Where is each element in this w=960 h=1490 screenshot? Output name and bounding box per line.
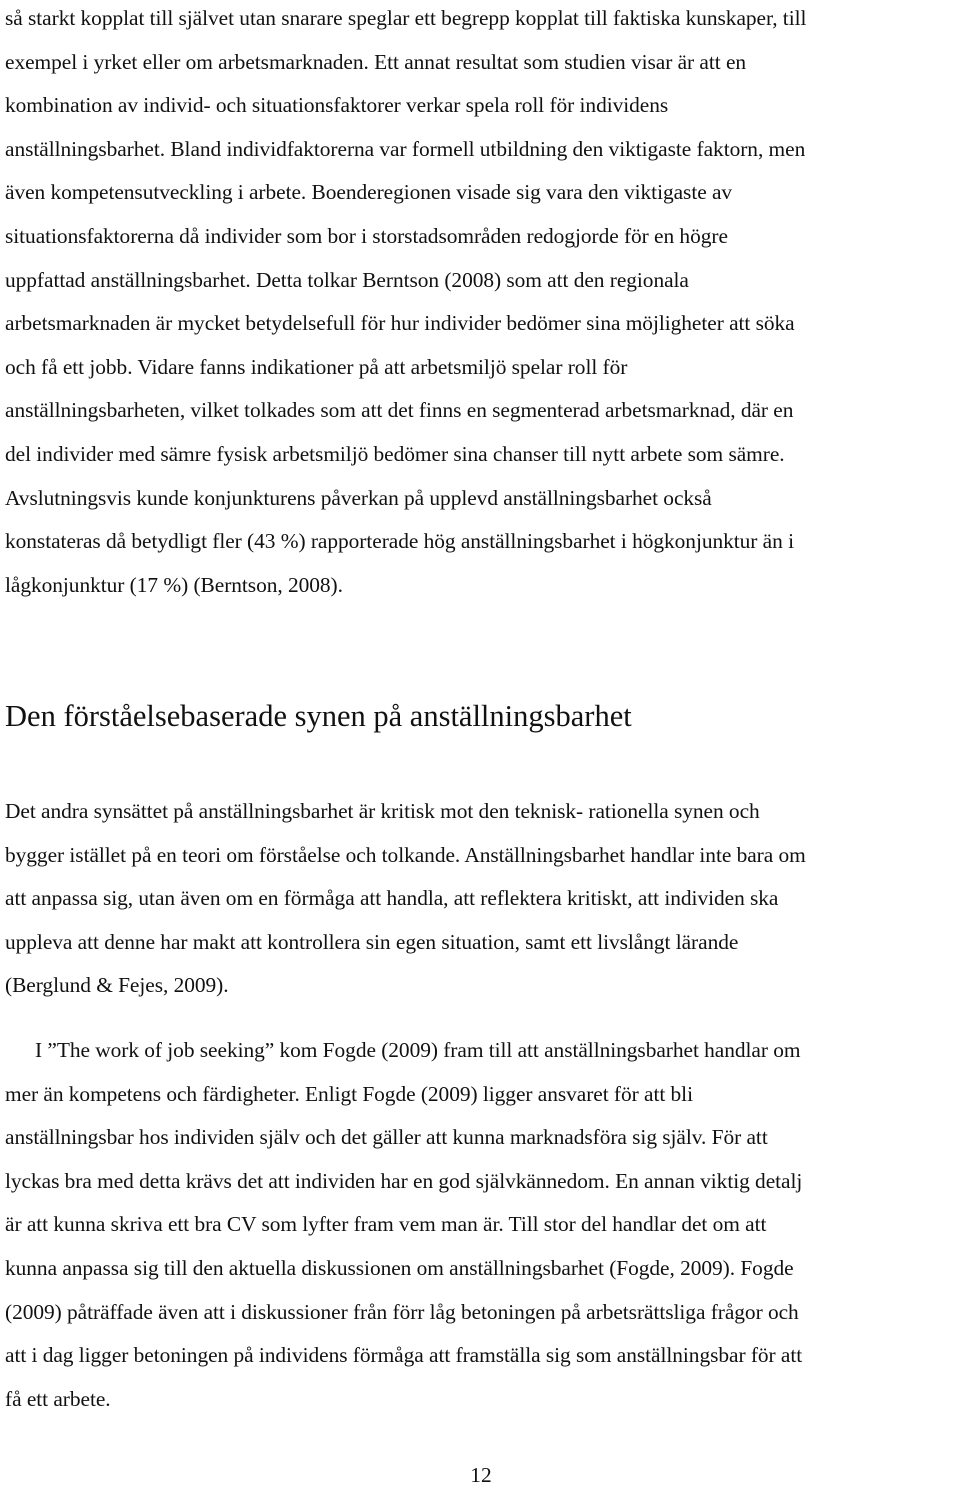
- body-paragraph: [5, 790, 957, 1008]
- text-line: anställningsbarheten, vilket tolkades som att det finns en segmenterad arbetsmarknad, där en: [5, 398, 794, 423]
- text-line: även kompetensutveckling i arbete. Boenderegionen visade sig vara den viktigaste av: [5, 180, 733, 205]
- page-number: 12: [470, 1463, 492, 1487]
- text-line: I ”The work of job seeking” kom Fogde (2009) fram till att anställningsbarhet handlar om: [35, 1038, 801, 1062]
- text-line: lyckas bra med detta krävs det att individen har en god självkännedom. En annan viktig detalj: [5, 1168, 803, 1193]
- text-line: uppleva att denne har makt att kontrollera sin egen situation, samt ett livslångt lärande: [5, 929, 739, 954]
- section-heading: Den förståelsebaserade synen på anställningsbarhet: [5, 699, 632, 733]
- text-line: konstateras då betydligt fler (43 %) rapporterade hög anställningsbarhet i högkonjunktur än i: [5, 529, 794, 554]
- text-line: del individer med sämre fysisk arbetsmiljö bedömer sina chanser till nytt arbete som sämre.: [5, 441, 785, 466]
- text-line: Avslutningsvis kunde konjunkturens påverkan på upplevd anställningsbarhet också: [5, 485, 712, 510]
- text-line: få ett arbete.: [5, 1386, 111, 1411]
- text-line: situationsfaktorerna då individer som bor i storstadsområden redogjorde för en högre: [5, 223, 728, 248]
- text-line: och få ett jobb. Vidare fanns indikationer på att arbetsmiljö spelar roll för: [5, 354, 628, 379]
- text-line: (Berglund & Fejes, 2009).: [5, 973, 229, 998]
- text-line: att i dag ligger betoningen på individens förmåga att framställa sig som anställningsbar för att: [5, 1343, 803, 1368]
- text-line: uppfattad anställningsbarhet. Detta tolkar Berntson (2008) som att den regionala: [5, 267, 689, 292]
- text-line: Det andra synsättet på anställningsbarhet är kritisk mot den teknisk- rationella synen och: [5, 799, 760, 823]
- body-paragraph: [5, 1029, 957, 1421]
- text-line: kombination av individ- och situationsfaktorer verkar spela roll för individens: [5, 93, 669, 118]
- text-line: att anpassa sig, utan även om en förmåga att handla, att reflektera kritiskt, att individen ska: [5, 886, 779, 911]
- text-line: lågkonjunktur (17 %) (Berntson, 2008).: [5, 572, 343, 597]
- text-line: exempel i yrket eller om arbetsmarknaden. Ett annat resultat som studien visar är att en: [5, 49, 747, 74]
- text-line: anställningsbarhet. Bland individfaktorerna var formell utbildning den viktigaste faktorn, men: [5, 136, 806, 161]
- text-line: kunna anpassa sig till den aktuella diskussionen om anställningsbarhet (Fogde, 2009). Fogde: [5, 1255, 794, 1280]
- text-line: är att kunna skriva ett bra CV som lyfter fram vem man är. Till stor del handlar det om att: [5, 1212, 767, 1237]
- body-paragraph: [5, 0, 957, 607]
- text-line: arbetsmarknaden är mycket betydelsefull för hur individer bedömer sina möjligheter att söka: [5, 311, 795, 336]
- text-line: mer än kompetens och färdigheter. Enligt Fogde (2009) ligger ansvaret för att bli: [5, 1081, 693, 1106]
- text-line: så starkt kopplat till självet utan snarare speglar ett begrepp kopplat till faktiska kunskaper, till: [5, 6, 807, 30]
- text-line: (2009) påträffade även att i diskussioner från förr låg betoningen på arbetsrättsliga frågor och: [5, 1299, 799, 1324]
- text-line: bygger istället på en teori om förståelse och tolkande. Anställningsbarhet handlar inte bara om: [5, 842, 806, 867]
- document-page: [5, 0, 957, 1487]
- text-line: anställningsbar hos individen själv och det gäller att kunna marknadsföra sig själv. För att: [5, 1125, 768, 1150]
